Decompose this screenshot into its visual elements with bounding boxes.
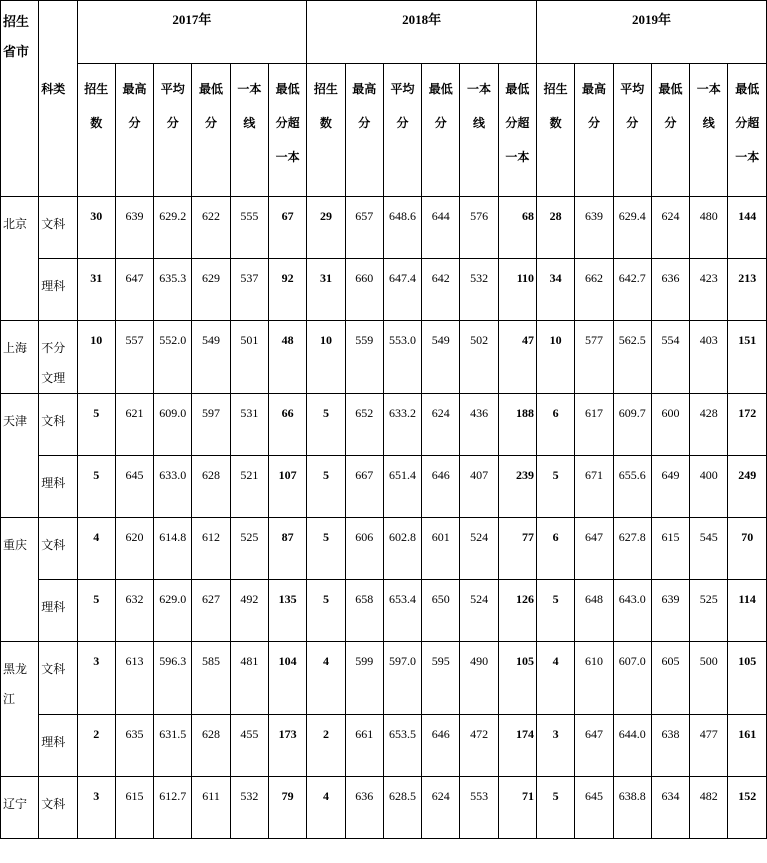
value-cell: 67 — [268, 197, 306, 259]
table-row — [1, 642, 767, 715]
value-cell: 639 — [651, 580, 689, 642]
value-cell: 646 — [422, 714, 460, 776]
value-cell: 68 — [498, 197, 536, 259]
value-cell: 30 — [77, 197, 115, 259]
value-cell: 645 — [115, 456, 153, 518]
value-cell: 114 — [728, 580, 767, 642]
value-cell: 636 — [651, 259, 689, 321]
value-cell: 531 — [230, 394, 268, 456]
value-cell: 407 — [460, 456, 498, 518]
value-cell: 599 — [345, 642, 383, 715]
value-cell: 31 — [307, 259, 345, 321]
table-row — [1, 518, 767, 580]
column-header: 最低分 — [422, 64, 460, 197]
value-cell: 4 — [307, 776, 345, 838]
value-cell: 172 — [728, 394, 767, 456]
table-body — [1, 197, 767, 839]
value-cell: 642.7 — [613, 259, 651, 321]
province-cell — [1, 580, 39, 642]
column-header: 最低分超一本 — [728, 64, 767, 197]
table-row — [1, 456, 767, 518]
value-cell: 174 — [498, 714, 536, 776]
value-cell: 173 — [268, 714, 306, 776]
province-cell — [1, 259, 39, 321]
table-row — [1, 259, 767, 321]
value-cell: 4 — [77, 518, 115, 580]
value-cell: 77 — [498, 518, 536, 580]
value-cell: 647 — [115, 259, 153, 321]
value-cell: 639 — [115, 197, 153, 259]
value-cell: 628 — [192, 456, 230, 518]
value-cell: 5 — [307, 580, 345, 642]
value-cell: 597 — [192, 394, 230, 456]
value-cell: 188 — [498, 394, 536, 456]
value-cell: 653.5 — [383, 714, 421, 776]
value-cell: 481 — [230, 642, 268, 715]
value-cell: 624 — [651, 197, 689, 259]
value-cell: 611 — [192, 776, 230, 838]
value-cell: 605 — [651, 642, 689, 715]
value-cell: 609.7 — [613, 394, 651, 456]
value-cell: 633.0 — [154, 456, 192, 518]
value-cell: 662 — [575, 259, 613, 321]
value-cell: 614.8 — [154, 518, 192, 580]
column-header: 最低分超一本 — [268, 64, 306, 197]
value-cell: 624 — [422, 776, 460, 838]
value-cell: 629.4 — [613, 197, 651, 259]
value-cell: 10 — [537, 321, 575, 394]
value-cell: 500 — [690, 642, 728, 715]
value-cell: 653.4 — [383, 580, 421, 642]
column-header: 平均分 — [383, 64, 421, 197]
value-cell: 3 — [77, 642, 115, 715]
value-cell: 70 — [728, 518, 767, 580]
value-cell: 645 — [575, 776, 613, 838]
year-2019-header: 2019年 — [537, 1, 767, 64]
value-cell: 6 — [537, 518, 575, 580]
category-cell: 理科 — [39, 580, 77, 642]
column-header: 最高分 — [575, 64, 613, 197]
value-cell: 5 — [77, 394, 115, 456]
value-cell: 5 — [537, 776, 575, 838]
value-cell: 3 — [77, 776, 115, 838]
value-cell: 5 — [307, 518, 345, 580]
value-cell: 135 — [268, 580, 306, 642]
value-cell: 634 — [651, 776, 689, 838]
value-cell: 621 — [115, 394, 153, 456]
column-header: 最低分 — [192, 64, 230, 197]
value-cell: 501 — [230, 321, 268, 394]
value-cell: 610 — [575, 642, 613, 715]
province-cell: 北京 — [1, 197, 39, 259]
value-cell: 595 — [422, 642, 460, 715]
value-cell: 126 — [498, 580, 536, 642]
value-cell: 650 — [422, 580, 460, 642]
value-cell: 47 — [498, 321, 536, 394]
value-cell: 553.0 — [383, 321, 421, 394]
value-cell: 638 — [651, 714, 689, 776]
column-header: 一本线 — [690, 64, 728, 197]
column-header: 平均分 — [154, 64, 192, 197]
value-cell: 642 — [422, 259, 460, 321]
value-cell: 613 — [115, 642, 153, 715]
value-cell: 553 — [460, 776, 498, 838]
value-cell: 28 — [537, 197, 575, 259]
value-cell: 601 — [422, 518, 460, 580]
value-cell: 152 — [728, 776, 767, 838]
value-cell: 577 — [575, 321, 613, 394]
value-cell: 635 — [115, 714, 153, 776]
value-cell: 2 — [77, 714, 115, 776]
value-cell: 607.0 — [613, 642, 651, 715]
value-cell: 612 — [192, 518, 230, 580]
value-cell: 627 — [192, 580, 230, 642]
value-cell: 612.7 — [154, 776, 192, 838]
column-header: 一本线 — [230, 64, 268, 197]
category-cell: 理科 — [39, 456, 77, 518]
value-cell: 3 — [537, 714, 575, 776]
value-cell: 652 — [345, 394, 383, 456]
value-cell: 602.8 — [383, 518, 421, 580]
value-cell: 647.4 — [383, 259, 421, 321]
value-cell: 624 — [422, 394, 460, 456]
value-cell: 651.4 — [383, 456, 421, 518]
category-cell: 文科 — [39, 642, 77, 715]
value-cell: 71 — [498, 776, 536, 838]
value-cell: 239 — [498, 456, 536, 518]
value-cell: 658 — [345, 580, 383, 642]
value-cell: 576 — [460, 197, 498, 259]
value-cell: 477 — [690, 714, 728, 776]
value-cell: 105 — [728, 642, 767, 715]
value-cell: 525 — [230, 518, 268, 580]
value-cell: 403 — [690, 321, 728, 394]
value-cell: 617 — [575, 394, 613, 456]
value-cell: 428 — [690, 394, 728, 456]
value-cell: 648.6 — [383, 197, 421, 259]
value-cell: 606 — [345, 518, 383, 580]
value-cell: 502 — [460, 321, 498, 394]
value-cell: 213 — [728, 259, 767, 321]
value-cell: 661 — [345, 714, 383, 776]
value-cell: 400 — [690, 456, 728, 518]
value-cell: 436 — [460, 394, 498, 456]
value-cell: 532 — [460, 259, 498, 321]
value-cell: 647 — [575, 518, 613, 580]
column-header: 平均分 — [613, 64, 651, 197]
category-header: 科类 — [39, 64, 77, 197]
province-cell: 天津 — [1, 394, 39, 456]
value-cell: 655.6 — [613, 456, 651, 518]
value-cell: 4 — [307, 642, 345, 715]
value-cell: 596.3 — [154, 642, 192, 715]
value-cell: 557 — [115, 321, 153, 394]
value-cell: 620 — [115, 518, 153, 580]
value-cell: 10 — [77, 321, 115, 394]
value-cell: 667 — [345, 456, 383, 518]
value-cell: 524 — [460, 518, 498, 580]
value-cell: 657 — [345, 197, 383, 259]
province-cell — [1, 456, 39, 518]
value-cell: 492 — [230, 580, 268, 642]
value-cell: 649 — [651, 456, 689, 518]
value-cell: 5 — [537, 456, 575, 518]
value-cell: 660 — [345, 259, 383, 321]
value-cell: 29 — [307, 197, 345, 259]
value-cell: 615 — [651, 518, 689, 580]
column-header: 招生数 — [537, 64, 575, 197]
value-cell: 545 — [690, 518, 728, 580]
province-header: 招生省市 — [1, 1, 39, 197]
value-cell: 105 — [498, 642, 536, 715]
column-header: 招生数 — [307, 64, 345, 197]
value-cell: 633.2 — [383, 394, 421, 456]
value-cell: 631.5 — [154, 714, 192, 776]
value-cell: 4 — [537, 642, 575, 715]
value-cell: 552.0 — [154, 321, 192, 394]
value-cell: 5 — [537, 580, 575, 642]
province-cell: 上海 — [1, 321, 39, 394]
value-cell: 609.0 — [154, 394, 192, 456]
province-cell: 黑龙江 — [1, 642, 39, 715]
value-cell: 66 — [268, 394, 306, 456]
column-header: 最低分 — [651, 64, 689, 197]
table-row — [1, 714, 767, 776]
table-row — [1, 580, 767, 642]
value-cell: 524 — [460, 580, 498, 642]
value-cell: 597.0 — [383, 642, 421, 715]
value-cell: 490 — [460, 642, 498, 715]
value-cell: 455 — [230, 714, 268, 776]
category-cell: 文科 — [39, 197, 77, 259]
table-row — [1, 197, 767, 259]
value-cell: 635.3 — [154, 259, 192, 321]
value-cell: 648 — [575, 580, 613, 642]
value-cell: 643.0 — [613, 580, 651, 642]
value-cell: 31 — [77, 259, 115, 321]
year-2017-header: 2017年 — [77, 1, 307, 64]
column-header: 招生数 — [77, 64, 115, 197]
value-cell: 5 — [77, 580, 115, 642]
value-cell: 423 — [690, 259, 728, 321]
value-cell: 549 — [422, 321, 460, 394]
value-cell: 671 — [575, 456, 613, 518]
value-cell: 480 — [690, 197, 728, 259]
category-cell: 文科 — [39, 518, 77, 580]
value-cell: 632 — [115, 580, 153, 642]
category-cell: 不分文理 — [39, 321, 77, 394]
value-cell: 628.5 — [383, 776, 421, 838]
table-row — [1, 321, 767, 394]
value-cell: 562.5 — [613, 321, 651, 394]
category-cell: 理科 — [39, 714, 77, 776]
column-header: 最高分 — [345, 64, 383, 197]
value-cell: 144 — [728, 197, 767, 259]
category-cell: 文科 — [39, 776, 77, 838]
value-cell: 521 — [230, 456, 268, 518]
value-cell: 644.0 — [613, 714, 651, 776]
value-cell: 644 — [422, 197, 460, 259]
value-cell: 2 — [307, 714, 345, 776]
value-cell: 559 — [345, 321, 383, 394]
table-row — [1, 394, 767, 456]
value-cell: 6 — [537, 394, 575, 456]
value-cell: 629.2 — [154, 197, 192, 259]
province-cell: 辽宁 — [1, 776, 39, 838]
value-cell: 5 — [307, 456, 345, 518]
column-header: 一本线 — [460, 64, 498, 197]
value-cell: 647 — [575, 714, 613, 776]
value-cell: 5 — [307, 394, 345, 456]
value-cell: 537 — [230, 259, 268, 321]
value-cell: 34 — [537, 259, 575, 321]
value-cell: 532 — [230, 776, 268, 838]
year-2018-header: 2018年 — [307, 1, 537, 64]
value-cell: 627.8 — [613, 518, 651, 580]
value-cell: 628 — [192, 714, 230, 776]
value-cell: 151 — [728, 321, 767, 394]
value-cell: 472 — [460, 714, 498, 776]
province-cell — [1, 714, 39, 776]
table-row — [1, 776, 767, 838]
value-cell: 549 — [192, 321, 230, 394]
value-cell: 639 — [575, 197, 613, 259]
value-cell: 107 — [268, 456, 306, 518]
value-cell: 646 — [422, 456, 460, 518]
value-cell: 249 — [728, 456, 767, 518]
value-cell: 600 — [651, 394, 689, 456]
value-cell: 92 — [268, 259, 306, 321]
column-header: 最低分超一本 — [498, 64, 536, 197]
category-header-top — [39, 1, 77, 64]
value-cell: 10 — [307, 321, 345, 394]
value-cell: 629.0 — [154, 580, 192, 642]
value-cell: 554 — [651, 321, 689, 394]
column-header: 最高分 — [115, 64, 153, 197]
value-cell: 525 — [690, 580, 728, 642]
value-cell: 161 — [728, 714, 767, 776]
value-cell: 79 — [268, 776, 306, 838]
value-cell: 104 — [268, 642, 306, 715]
value-cell: 110 — [498, 259, 536, 321]
value-cell: 585 — [192, 642, 230, 715]
value-cell: 87 — [268, 518, 306, 580]
value-cell: 615 — [115, 776, 153, 838]
value-cell: 555 — [230, 197, 268, 259]
value-cell: 482 — [690, 776, 728, 838]
value-cell: 629 — [192, 259, 230, 321]
value-cell: 48 — [268, 321, 306, 394]
value-cell: 638.8 — [613, 776, 651, 838]
value-cell: 622 — [192, 197, 230, 259]
value-cell: 636 — [345, 776, 383, 838]
province-cell: 重庆 — [1, 518, 39, 580]
category-cell: 文科 — [39, 394, 77, 456]
value-cell: 5 — [77, 456, 115, 518]
category-cell: 理科 — [39, 259, 77, 321]
